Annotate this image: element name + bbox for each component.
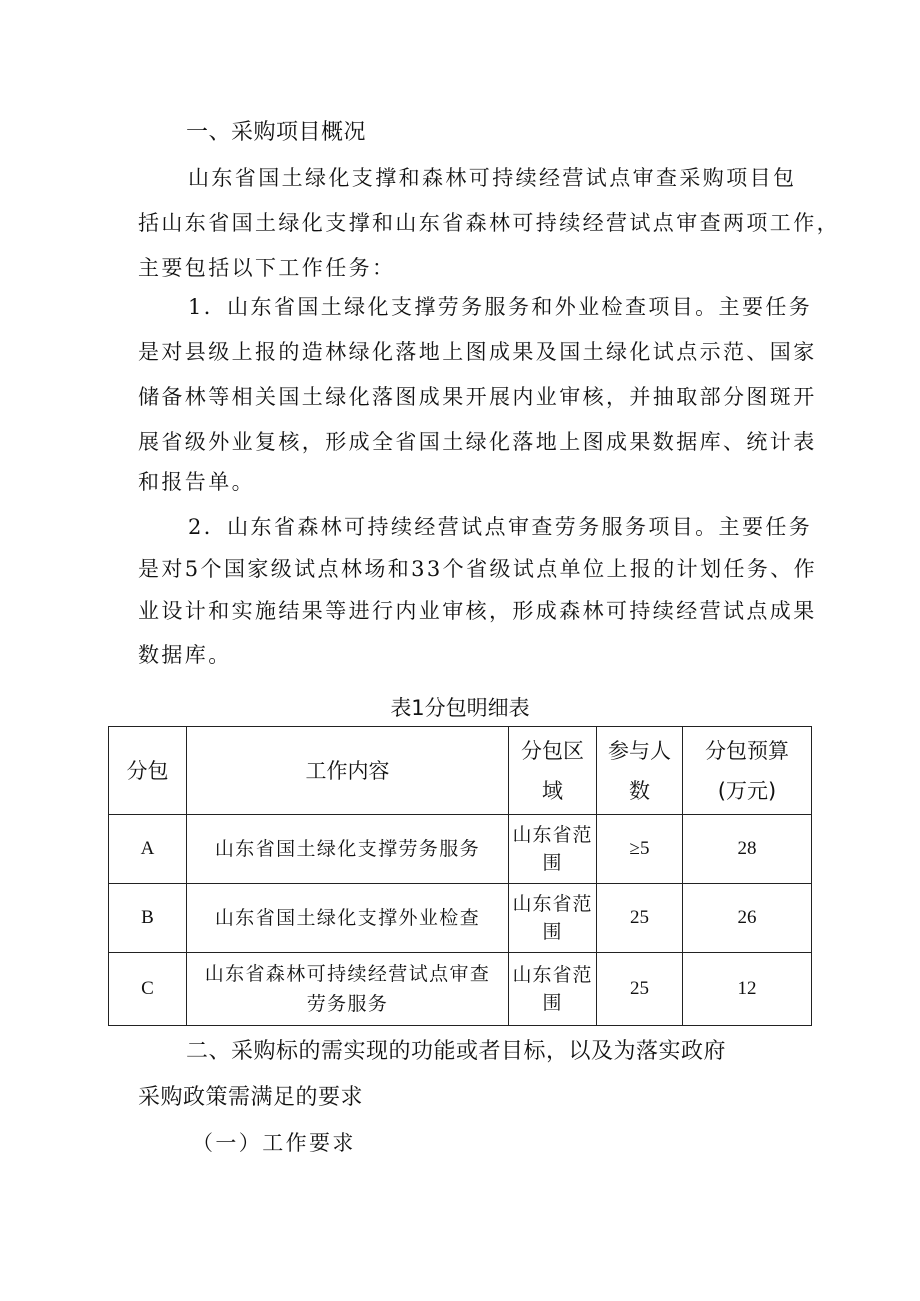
subsection-work-requirements: （一）工作要求: [192, 1131, 356, 1155]
cell-region: 山东省范 围: [509, 884, 597, 953]
item1-line-2: 是对县级上报的造林绿化落地上图成果及国土绿化试点示范、国家: [138, 340, 817, 364]
item2-line-1: 2．山东省森林可持续经营试点审查劳务服务项目。主要任务: [188, 515, 813, 539]
item2-line-4: 数据库。: [138, 643, 232, 667]
item2-line-2: 是对5个国家级试点林场和33个省级试点单位上报的计划任务、作: [138, 557, 818, 581]
cell-budget: 28: [683, 815, 812, 884]
header-budget: 分包预算 (万元): [683, 727, 812, 815]
cell-package: B: [109, 884, 187, 953]
item1-line-4: 展省级外业复核，形成全省国土绿化落地上图成果数据库、统计表: [138, 430, 817, 454]
cell-content: 山东省森林可持续经营试点审查 劳务服务: [187, 953, 509, 1026]
header-package: 分包: [109, 727, 187, 815]
cell-package: A: [109, 815, 187, 884]
cell-region: 山东省范 围: [509, 815, 597, 884]
header-content: 工作内容: [187, 727, 509, 815]
table-header-row: [109, 727, 812, 815]
cell-people: ≥5: [597, 815, 683, 884]
section2-heading-line-1: 二、采购标的需实现的功能或者目标，以及为落实政府: [186, 1039, 727, 1064]
item1-line-1: 1．山东省国土绿化支撑劳务服务和外业检查项目。主要任务: [188, 295, 813, 319]
item1-line-5: 和报告单。: [138, 470, 255, 494]
intro-line-1: 山东省国土绿化支撑和森林可持续经营试点审查采购项目包: [188, 166, 797, 190]
cell-package: C: [109, 953, 187, 1026]
cell-budget: 26: [683, 884, 812, 953]
item2-line-3: 业设计和实施结果等进行内业审核，形成森林可持续经营试点成果: [138, 599, 817, 623]
table-row: [109, 884, 812, 953]
section1-heading: 一、采购项目概况: [186, 120, 367, 145]
section2-heading-line-2: 采购政策需满足的要求: [138, 1085, 364, 1110]
table-row: [109, 815, 812, 884]
cell-region: 山东省范 围: [509, 953, 597, 1026]
table-caption: 表1分包明细表: [390, 696, 530, 720]
header-people: 参与人 数: [597, 727, 683, 815]
cell-people: 25: [597, 953, 683, 1026]
cell-people: 25: [597, 884, 683, 953]
table-row: [109, 953, 812, 1026]
header-region: 分包区 域: [509, 727, 597, 815]
cell-content: 山东省国土绿化支撑外业检查: [187, 884, 509, 953]
intro-line-2: 括山东省国土绿化支撑和山东省森林可持续经营试点审查两项工作，: [138, 211, 840, 235]
intro-line-3: 主要包括以下工作任务：: [138, 256, 396, 280]
cell-budget: 12: [683, 953, 812, 1026]
item1-line-3: 储备林等相关国土绿化落图成果开展内业审核，并抽取部分图斑开: [138, 385, 817, 409]
package-table: [108, 726, 812, 1026]
cell-content: 山东省国土绿化支撑劳务服务: [187, 815, 509, 884]
